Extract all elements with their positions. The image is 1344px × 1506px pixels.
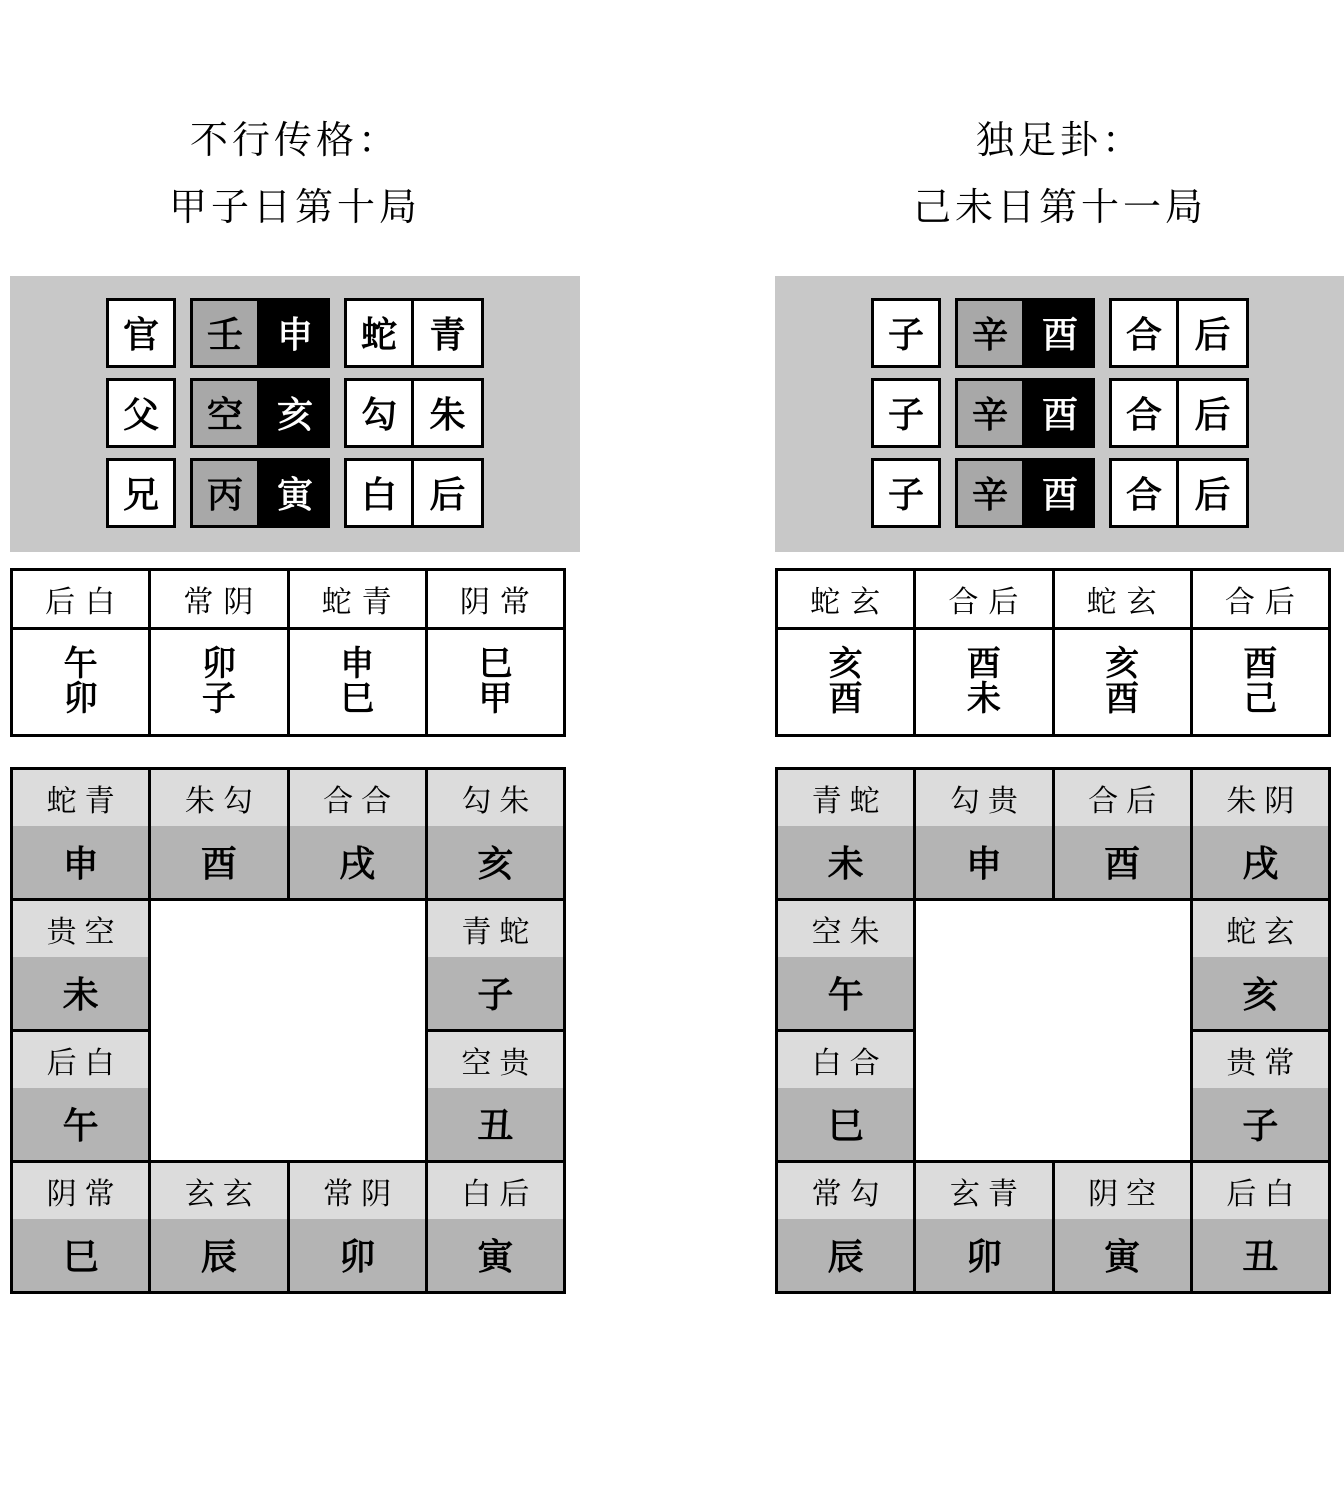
palace-cell [12,1030,150,1161]
palace [1055,770,1190,898]
ring-center-blank [915,899,1192,1161]
palace-branch: 戌 [290,826,425,898]
palace-cell [426,1030,564,1161]
palace-god: 朱阴 [1193,770,1328,826]
palace-cell [12,1161,150,1292]
four-lessons-pair [777,628,915,735]
palace [290,770,425,898]
top-row [106,378,484,448]
four-lessons-god: 阴常 [426,569,564,628]
upper-branch: 亥 [1105,645,1140,684]
palace-branch: 卯 [290,1219,425,1291]
four-lessons-god: 蛇玄 [777,569,915,628]
palace [1193,770,1328,898]
palace-branch: 未 [13,957,148,1029]
palace [1193,1163,1328,1291]
palace-god: 玄青 [916,1163,1051,1219]
god-cell-1: 勾 [344,378,414,448]
palace [1193,901,1328,1029]
top-row [871,458,1249,528]
palace-branch: 丑 [1193,1219,1328,1291]
palace-cell [1191,1161,1329,1292]
panel-title-left-line2: 甲子日第十局 [168,186,421,229]
palace [778,1163,913,1291]
palace-branch: 寅 [428,1219,563,1291]
palace-ring-right [775,767,1331,1294]
god-cell-2: 青 [414,298,484,368]
palace-ring-row [12,768,565,899]
four-lessons-pair [150,628,288,735]
palace-cell [426,1161,564,1292]
lower-branch: 己 [1243,679,1278,718]
palace [13,901,148,1029]
palace-god: 阴空 [1055,1163,1190,1219]
palace-branch: 寅 [1055,1219,1190,1291]
palace [13,770,148,898]
palace-god: 玄玄 [151,1163,286,1219]
upper-branch: 酉 [1243,645,1278,684]
god-cell-2: 朱 [414,378,484,448]
stem-cell: 丙 [190,458,260,528]
palace-cell [1053,1161,1191,1292]
palace-branch: 亥 [428,826,563,898]
top-row [871,298,1249,368]
palace-god: 常阴 [290,1163,425,1219]
four-lessons-pair [1191,628,1329,735]
palace-ring-left [10,767,566,1294]
palace-branch: 酉 [151,826,286,898]
god-cell-2: 后 [414,458,484,528]
four-lessons-pair [426,628,564,735]
palace-branch: 丑 [428,1088,563,1160]
four-lessons-table-right [775,568,1331,737]
upper-branch: 酉 [966,645,1001,684]
palace-god: 白后 [428,1163,563,1219]
palace-cell [1053,768,1191,899]
top-rows-right [775,298,1344,528]
top-row [106,458,484,528]
palace-cell [777,899,915,1030]
palace [151,1163,286,1291]
relation-cell: 子 [871,378,941,448]
god-cell-1: 合 [1109,298,1179,368]
palace-cell [915,768,1053,899]
panel-title-right-line2: 己未日第十一局 [912,186,1207,229]
palace-branch: 酉 [1055,826,1190,898]
palace [428,1163,563,1291]
upper-branch: 卯 [201,645,236,684]
palace-god: 白合 [778,1032,913,1088]
palace-ring-row [777,768,1330,899]
stem-cell: 辛 [955,458,1025,528]
palace [778,770,913,898]
chart-panel-right [775,0,1344,1294]
top-row [106,298,484,368]
god-cell-1: 蛇 [344,298,414,368]
relation-cell: 官 [106,298,176,368]
four-lessons-god: 合后 [1191,569,1329,628]
palace-god: 空朱 [778,901,913,957]
palace-cell [150,1161,288,1292]
panel-title-right-line1: 独足卦： [975,120,1144,162]
four-lessons-god: 合后 [915,569,1053,628]
palace [290,1163,425,1291]
four-lessons-god: 常阴 [150,569,288,628]
relation-cell: 子 [871,298,941,368]
palace-god: 后白 [13,1032,148,1088]
god-cell-1: 合 [1109,458,1179,528]
palace-god: 合后 [1055,770,1190,826]
palace-god: 合合 [290,770,425,826]
palace-branch: 午 [13,1088,148,1160]
branch-cell: 亥 [260,378,330,448]
panel-title-left-line1: 不行传格： [189,120,400,162]
top-block-right [775,276,1344,552]
god-cell-2: 后 [1179,378,1249,448]
branch-cell: 酉 [1025,458,1095,528]
palace-cell [426,899,564,1030]
upper-branch: 亥 [828,645,863,684]
lower-branch: 酉 [828,679,863,718]
palace-branch: 亥 [1193,957,1328,1029]
panel-title-right [775,112,1344,238]
palace-god: 勾贵 [916,770,1051,826]
palace-branch: 巳 [13,1219,148,1291]
palace-cell [915,1161,1053,1292]
palace-god: 空贵 [428,1032,563,1088]
stem-cell: 壬 [190,298,260,368]
palace-god: 朱勾 [151,770,286,826]
palace-cell [1191,768,1329,899]
four-lessons-gods-row [777,569,1330,628]
palace-cell [777,1030,915,1161]
palace-branch: 辰 [778,1219,913,1291]
palace [916,770,1051,898]
relation-cell: 子 [871,458,941,528]
four-lessons-pair [288,628,426,735]
palace-ring-row [777,1161,1330,1292]
four-lessons-god: 后白 [12,569,150,628]
palace-god: 贵常 [1193,1032,1328,1088]
palace [778,1032,913,1160]
palace-god: 蛇青 [13,770,148,826]
palace-cell [426,768,564,899]
stem-cell: 辛 [955,378,1025,448]
four-lessons-branch-row [12,628,565,735]
palace-branch: 戌 [1193,826,1328,898]
palace-god: 贵空 [13,901,148,957]
palace-branch: 子 [428,957,563,1029]
palace [428,901,563,1029]
palace [428,1032,563,1160]
palace-cell [150,768,288,899]
lower-branch: 子 [201,679,236,718]
palace [13,1032,148,1160]
palace-god: 青蛇 [778,770,913,826]
four-lessons-pair [12,628,150,735]
palace [151,770,286,898]
palace-cell [12,768,150,899]
palace-branch: 未 [778,826,913,898]
lower-branch: 巳 [340,679,375,718]
lower-branch: 酉 [1105,679,1140,718]
panel-title-left [10,112,580,238]
four-lessons-pair [915,628,1053,735]
top-row [871,378,1249,448]
top-block-left [10,276,580,552]
lower-branch: 甲 [478,679,513,718]
palace-branch: 申 [916,826,1051,898]
relation-cell: 父 [106,378,176,448]
palace-cell [288,768,426,899]
palace-cell [1191,1030,1329,1161]
upper-branch: 午 [63,645,98,684]
palace-cell [777,1161,915,1292]
palace-branch: 午 [778,957,913,1029]
palace [13,1163,148,1291]
branch-cell: 申 [260,298,330,368]
palace-god: 蛇玄 [1193,901,1328,957]
palace-ring-row [12,899,565,1030]
palace-branch: 申 [13,826,148,898]
palace-ring-row [12,1161,565,1292]
god-cell-2: 后 [1179,298,1249,368]
lower-branch: 未 [966,679,1001,718]
lower-branch: 卯 [63,679,98,718]
four-lessons-branch-row [777,628,1330,735]
chart-panel-left [10,0,580,1294]
palace [916,1163,1051,1291]
palace-god: 常勾 [778,1163,913,1219]
palace-branch: 卯 [916,1219,1051,1291]
branch-cell: 酉 [1025,378,1095,448]
four-lessons-table-left [10,568,566,737]
relation-cell: 兄 [106,458,176,528]
palace-god: 青蛇 [428,901,563,957]
palace [428,770,563,898]
stem-cell: 空 [190,378,260,448]
branch-cell: 寅 [260,458,330,528]
palace-branch: 巳 [778,1088,913,1160]
branch-cell: 酉 [1025,298,1095,368]
god-cell-2: 后 [1179,458,1249,528]
palace [1193,1032,1328,1160]
top-rows-left [10,298,580,528]
god-cell-1: 白 [344,458,414,528]
four-lessons-god: 蛇青 [288,569,426,628]
four-lessons-god: 蛇玄 [1053,569,1191,628]
palace [778,901,913,1029]
upper-branch: 巳 [478,645,513,684]
palace-branch: 辰 [151,1219,286,1291]
ring-center-blank [150,899,427,1161]
palace [1055,1163,1190,1291]
four-lessons-gods-row [12,569,565,628]
upper-branch: 申 [340,645,375,684]
palace-cell [12,899,150,1030]
four-lessons-pair [1053,628,1191,735]
palace-god: 阴常 [13,1163,148,1219]
palace-cell [1191,899,1329,1030]
palace-ring-row [777,899,1330,1030]
palace-god: 勾朱 [428,770,563,826]
god-cell-1: 合 [1109,378,1179,448]
palace-god: 后白 [1193,1163,1328,1219]
palace-cell [288,1161,426,1292]
palace-cell [777,768,915,899]
stem-cell: 辛 [955,298,1025,368]
palace-branch: 子 [1193,1088,1328,1160]
